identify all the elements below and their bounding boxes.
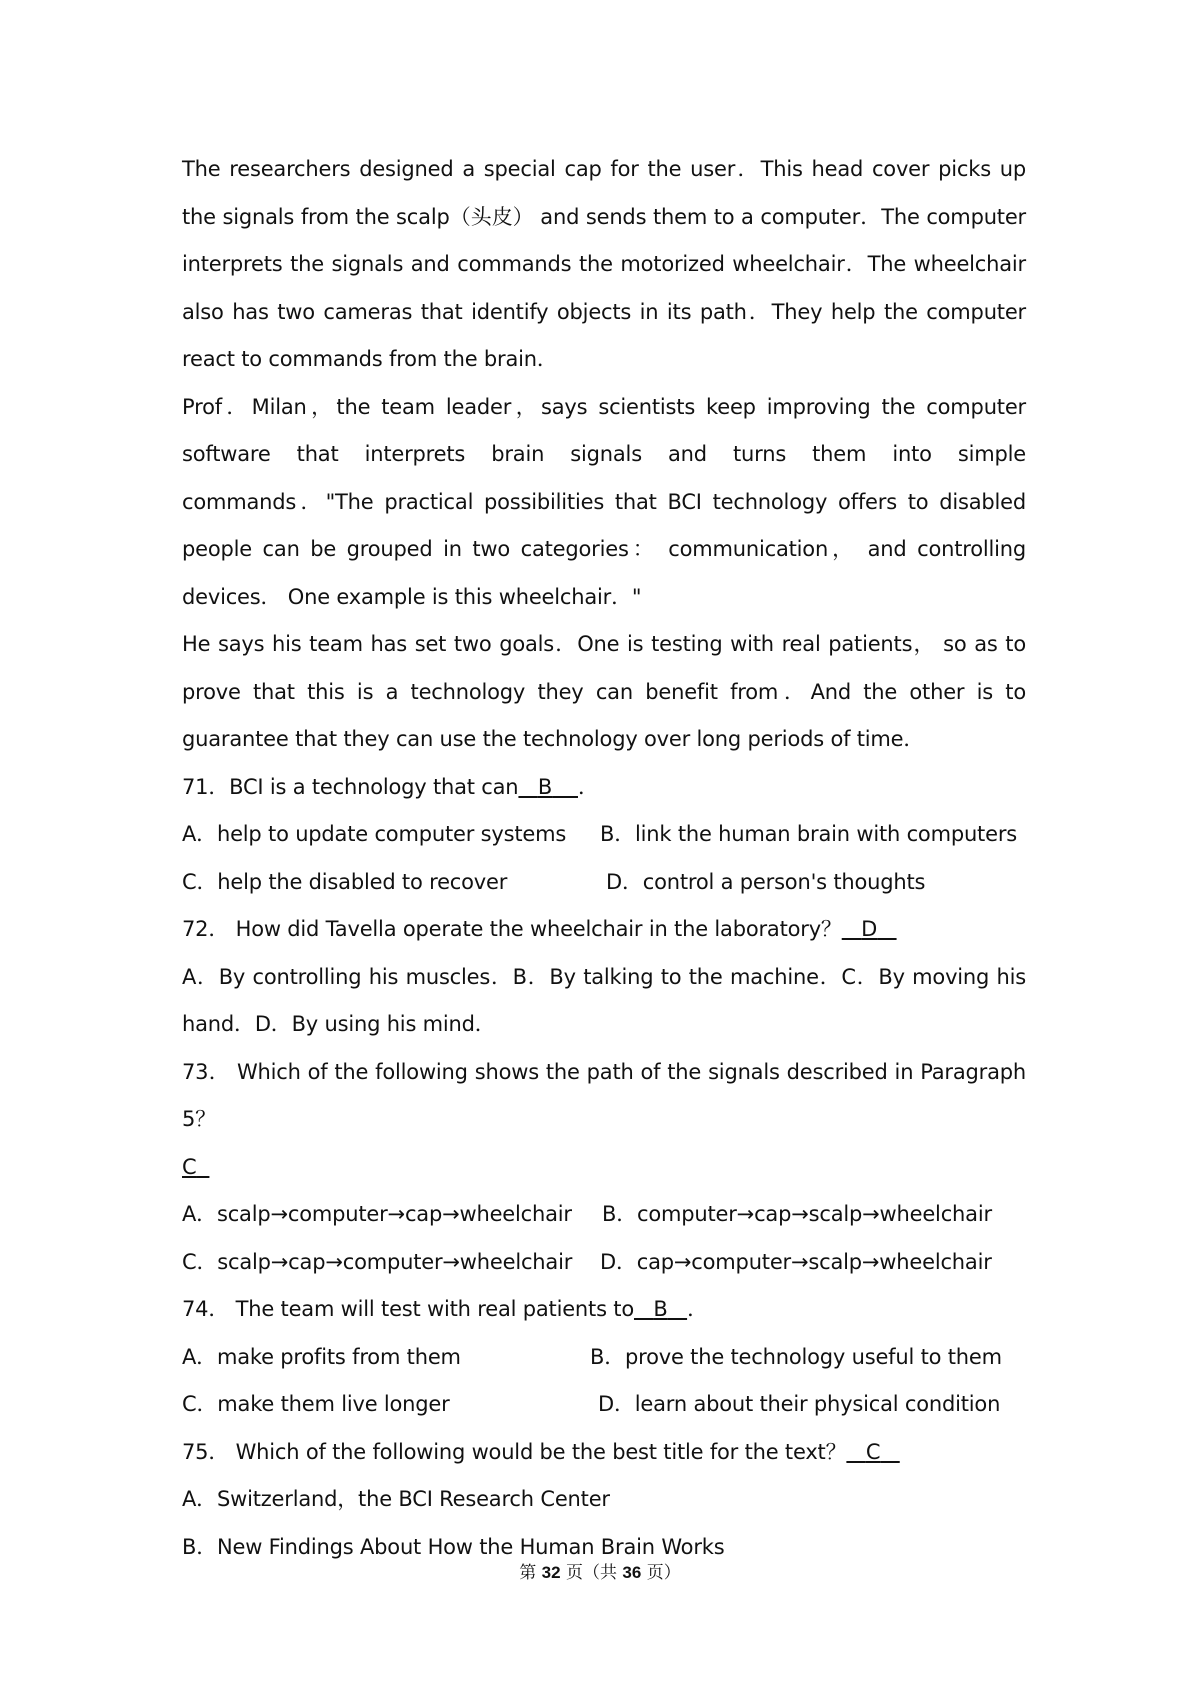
- question-72: [182, 906, 1026, 954]
- option-b: B．link the human brain with computers: [600, 822, 1017, 846]
- page-total: 36: [622, 1563, 642, 1582]
- question-73-answer: C: [182, 1154, 197, 1179]
- question-72-stem: 72． How did Tavella operate the wheelchair in the laboratory？: [182, 917, 842, 941]
- question-72-answer: D: [861, 917, 878, 941]
- page-number: 32: [541, 1563, 561, 1582]
- paragraph-goals: He says his team has set two goals．One is testing with real patients， so as to prove that this is a technology they can benefit from．And the other is to guarantee that they can use the technology over long periods of time．: [182, 632, 1026, 751]
- question-74: 74． The team will test with real patients to B ．: [182, 1286, 1026, 1334]
- question-74-options-cd: [182, 1381, 1026, 1429]
- question-72-options: A．By controlling his muscles．B．By talking to the machine．C．By moving his hand．D．By using his mind．: [182, 964, 1026, 1036]
- question-71-options-ab: [182, 811, 1026, 859]
- paragraph-prof-milan: Prof．Milan，the team leader，says scientists keep improving the computer software that interprets brain signals and turns them into simple commands．"The practical possibilities that BCI technology offers to disabled people can be grouped in two categories： communication， and controlling devices． One example is this wheelchair．": [182, 394, 1026, 609]
- question-74-options-ab: [182, 1334, 1026, 1382]
- question-75: [182, 1429, 1026, 1477]
- question-73-answer-row: [182, 1144, 1026, 1192]
- option-a: A．Switzerland，the BCI Research Center: [182, 1487, 610, 1511]
- document-body: [182, 146, 1026, 1571]
- option-a: A．make profits from them: [182, 1344, 461, 1369]
- question-71-stem: 71．BCI is a technology that can: [182, 774, 519, 799]
- question-75-answer: C: [865, 1439, 881, 1464]
- option-a: A．scalp→computer→cap→wheelchair: [182, 1202, 572, 1226]
- option-b: B．New Findings About How the Human Brain Works: [182, 1534, 725, 1559]
- question-71: 71．BCI is a technology that can B ．: [182, 764, 1026, 812]
- question-73-options-ab: [182, 1191, 1026, 1239]
- page-footer: 第 32 页（共 36 页）: [519, 1563, 681, 1583]
- option-d: D．cap→computer→scalp→wheelchair: [600, 1249, 992, 1274]
- paragraph-signals: The researchers designed a special cap for the user．This head cover picks up the signals from the scalp（头皮） and sends them to a computer．The computer interprets the signals and commands the motorized wheelchair．The wheelchair also has two cameras that identify objects in its path．They help the computer react to commands from the brain．: [182, 157, 1026, 371]
- option-d: D．control a person's thoughts: [606, 869, 926, 894]
- option-c: C．scalp→cap→computer→wheelchair: [182, 1249, 573, 1274]
- question-74-stem: 74． The team will test with real patients to: [182, 1297, 634, 1321]
- question-71-options-cd: [182, 859, 1026, 907]
- option-c: C．help the disabled to recover: [182, 869, 508, 894]
- question-71-answer: B: [537, 774, 553, 799]
- option-c: C．make them live longer: [182, 1392, 450, 1416]
- question-75-option-a: [182, 1476, 1026, 1524]
- option-a: A．help to update computer systems: [182, 822, 567, 846]
- question-75-stem: 75． Which of the following would be the best title for the text？: [182, 1439, 847, 1464]
- question-73-stem: 73． Which of the following shows the path of the signals described in Paragraph 5？: [182, 1059, 1026, 1131]
- question-73-options-cd: [182, 1239, 1026, 1287]
- option-d: D．learn about their physical condition: [598, 1392, 1001, 1416]
- option-b: B．prove the technology useful to them: [590, 1344, 1002, 1369]
- question-74-answer: B: [653, 1297, 668, 1321]
- option-b: B．computer→cap→scalp→wheelchair: [602, 1202, 992, 1226]
